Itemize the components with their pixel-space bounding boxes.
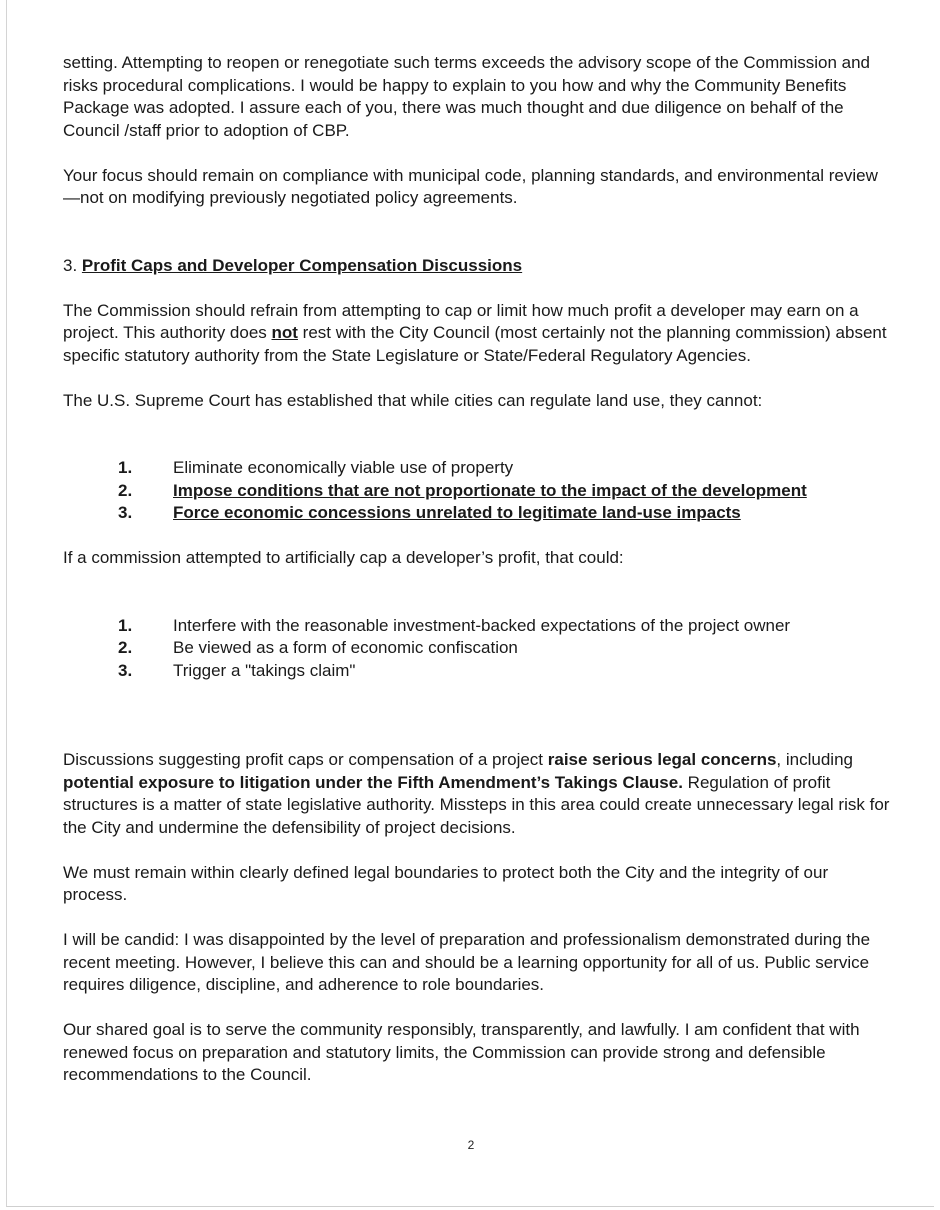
list-item-text: Eliminate economically viable use of property — [173, 458, 514, 477]
page-number: 2 — [467, 1138, 475, 1152]
paragraph-cbp-scope: setting. Attempting to reopen or renegotiate such terms exceeds the advisory scope of the Commission and risks procedural complications. I would be happy to explain to you how and why the Community Benefits Package was adopted. I assure each of you, there was much thought and due diligence on behalf of the Council /staff prior to adoption of CBP. — [63, 53, 870, 140]
list-item — [63, 615, 893, 638]
list-item — [63, 502, 893, 525]
paragraph-profit-authority — [63, 300, 893, 368]
list-item-text: Trigger a "takings claim" — [173, 660, 356, 680]
text-segment: The Commission should refrain from attempting to cap or limit how much profit a developer may earn on a project. This authority does — [63, 300, 859, 342]
page-body — [63, 52, 893, 1087]
list-item-text: Impose conditions that are not proportionate to the impact of the development — [173, 480, 807, 500]
section-number: 3. — [63, 255, 78, 275]
paragraph-shared-goal: Our shared goal is to serve the community responsibly, transparently, and lawfully. I am confident that with renewed focus on preparation and statutory limits, the Commission can provide strong and defensible recommendations to the Council. — [63, 1020, 860, 1084]
document-page — [6, 0, 934, 1207]
paragraph-supreme-court: The U.S. Supreme Court has established that while cities can regulate land use, they cannot: — [63, 390, 763, 410]
list-item-text: Force economic concessions unrelated to legitimate land-use impacts — [173, 503, 741, 522]
section-heading — [63, 255, 893, 278]
section-title: Profit Caps and Developer Compensation Discussions — [81, 255, 523, 275]
text-segment: rest with the City Council (most certainly not the planning commission) absent specific statutory authority from the State Legislature or State/Federal Regulatory Agencies. — [63, 323, 887, 365]
text-segment: Discussions suggesting profit caps or compensation of a project — [63, 750, 548, 769]
paragraph-commission-cap: If a commission attempted to artificially cap a developer’s profit, that could: — [63, 548, 624, 567]
list-item-text: Interfere with the reasonable investment-backed expectations of the project owner — [173, 615, 791, 635]
list-item-text: Be viewed as a form of economic confiscation — [173, 638, 518, 657]
paragraph-candid: I will be candid: I was disappointed by the level of preparation and professionalism demonstrated during the recent meeting. However, I believe this can and should be a learning opportunity for all of us. Public service requires diligence, discipline, and adherence to role boundaries. — [63, 930, 871, 994]
list-number: 2. — [118, 638, 133, 657]
text-segment: Regulation of profit structures is a matter of state legislative authority. Missteps in this area could create unnecessary legal risk for the City and undermine the defensibility of project decisions. — [63, 772, 890, 837]
paragraph-legal-concerns — [63, 749, 893, 839]
profit-cap-consequences-list — [63, 615, 893, 683]
list-item — [63, 637, 893, 660]
paragraph-focus: Your focus should remain on compliance with municipal code, planning standards, and environmental review—not on modifying previously negotiated policy agreements. — [63, 165, 878, 207]
bold-text: potential exposure to litigation under the Fifth Amendment’s Takings Clause. — [63, 772, 683, 792]
list-number: 3. — [118, 503, 133, 522]
list-number: 2. — [118, 480, 133, 500]
bold-text: raise serious legal concerns — [547, 750, 777, 769]
emphasis-not: not — [271, 323, 298, 342]
supreme-court-limits-list — [63, 457, 893, 525]
list-item — [63, 480, 893, 503]
paragraph-legal-boundaries: We must remain within clearly defined legal boundaries to protect both the City and the integrity of our process. — [63, 862, 829, 904]
text-segment: , including — [776, 750, 853, 769]
list-number: 1. — [118, 615, 133, 635]
list-number: 1. — [118, 458, 133, 477]
list-item — [63, 660, 893, 683]
list-number: 3. — [118, 660, 133, 680]
list-item — [63, 457, 893, 480]
